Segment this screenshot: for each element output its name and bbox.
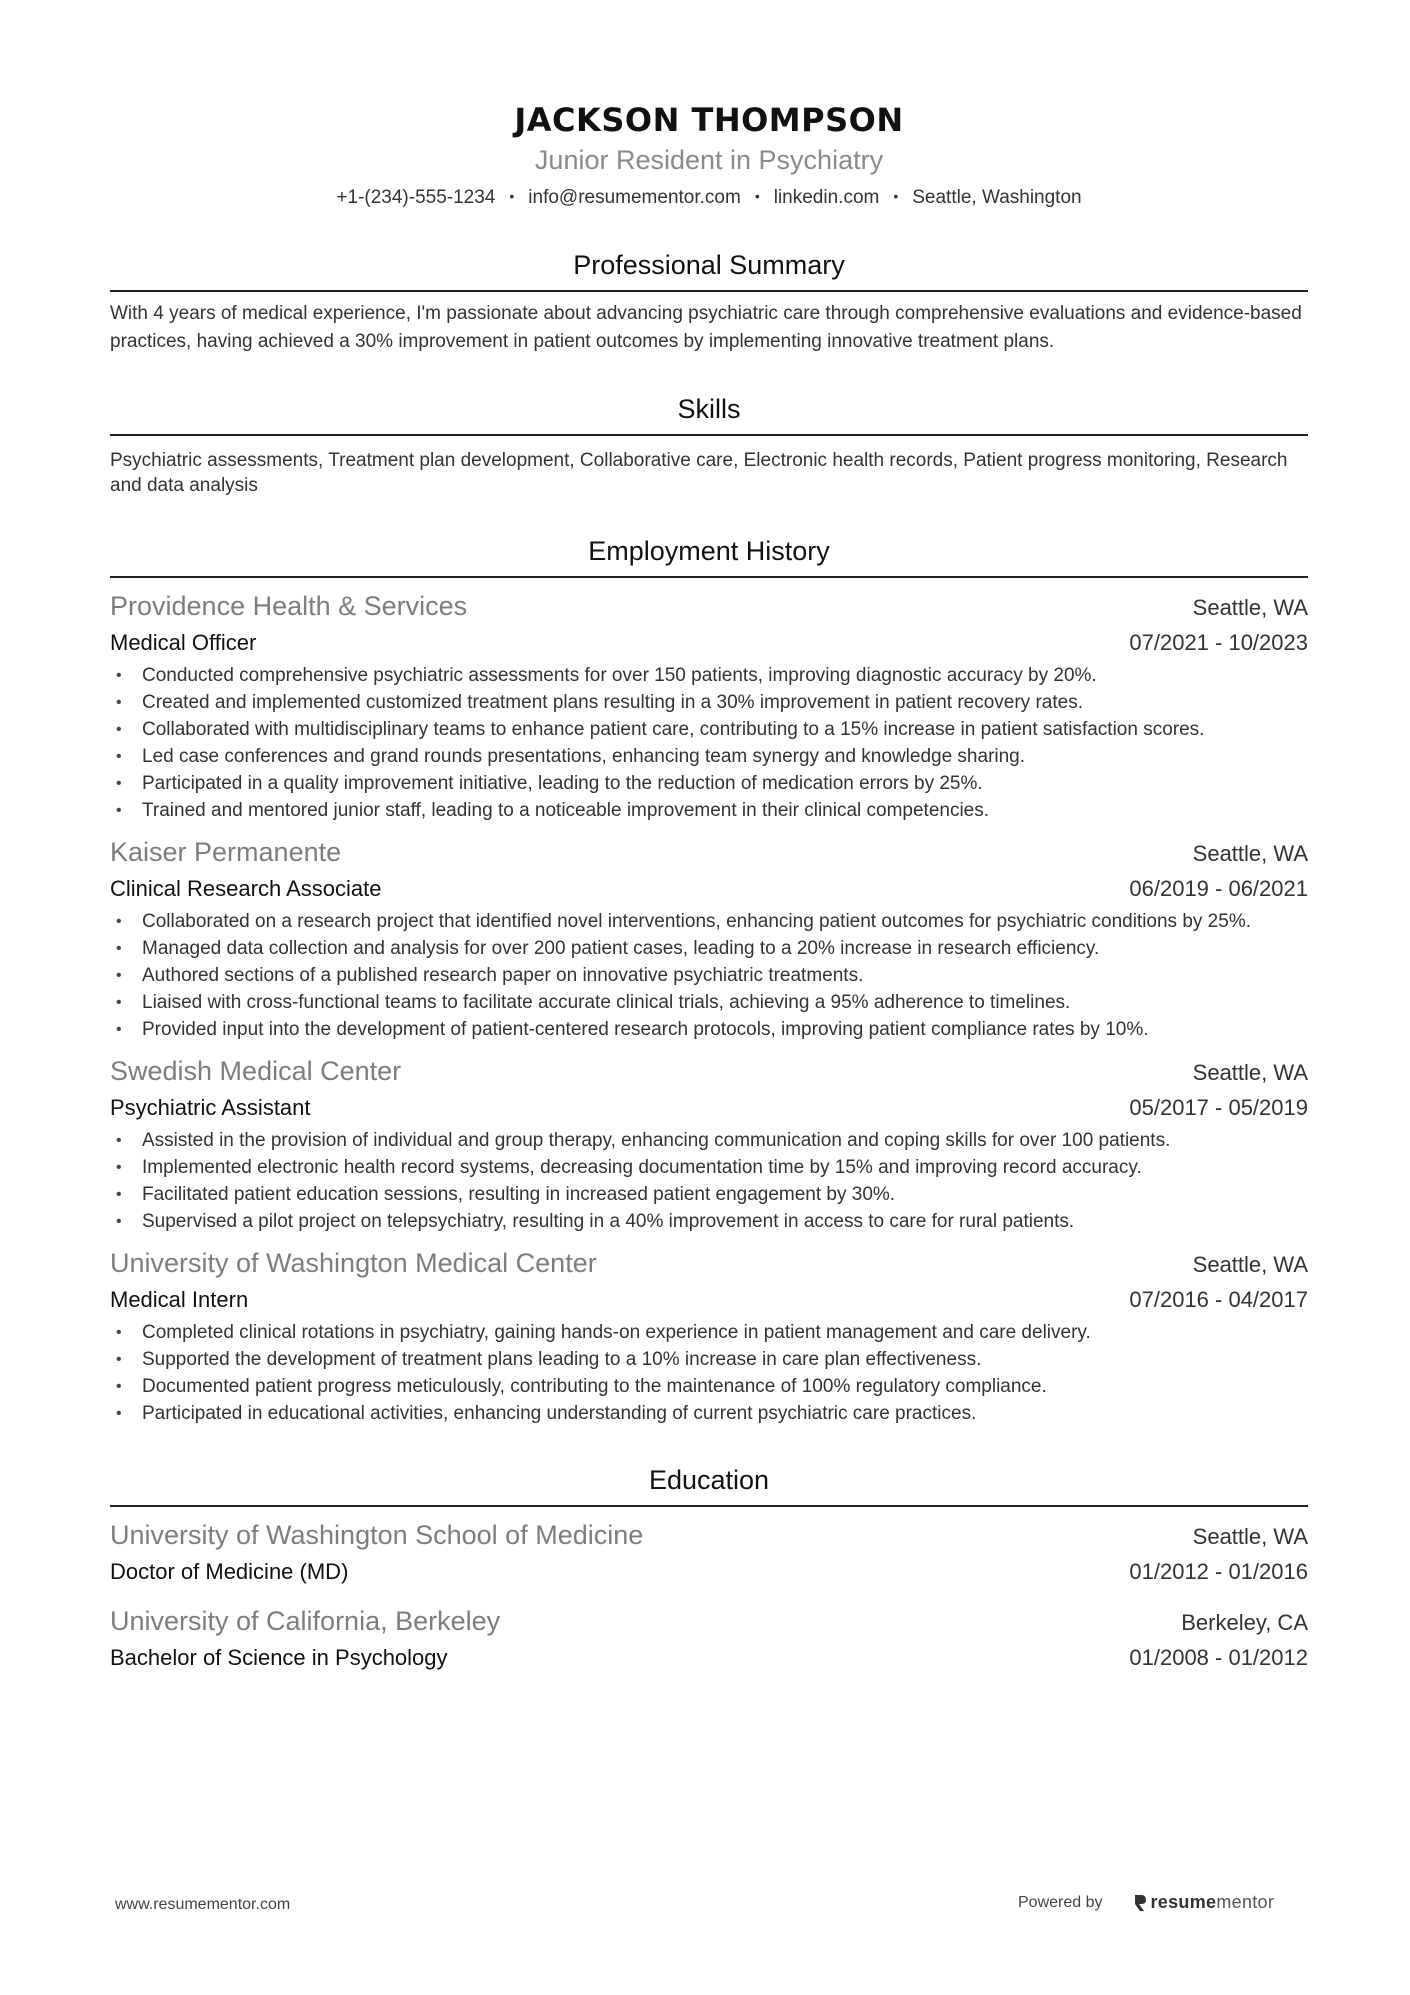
- job-company: Swedish Medical Center: [110, 1056, 402, 1086]
- contact-separator: •: [893, 188, 899, 204]
- job-bullet: • Assisted in the provision of individual and group therapy, enhancing communication and coping skills for over 100 patients.: [110, 1127, 1308, 1154]
- job-bullet: • Supported the development of treatment plans leading to a 10% increase in care plan effectiveness.: [110, 1346, 1308, 1373]
- job-role: Clinical Research Associate: [110, 876, 382, 901]
- education-heading: Education: [110, 1463, 1308, 1507]
- job-bullets: [110, 1319, 1308, 1427]
- contact-separator: •: [754, 188, 760, 204]
- education-section: [110, 1463, 1308, 1675]
- edu-school: University of California, Berkeley: [110, 1606, 501, 1636]
- education-entry: [110, 1517, 1308, 1589]
- skills-section: [110, 392, 1308, 498]
- job-bullet: • Documented patient progress meticulously, contributing to the maintenance of 100% regulatory compliance.: [110, 1373, 1308, 1400]
- job-dates: 07/2021 - 10/2023: [1129, 630, 1308, 655]
- contact-separator: •: [509, 188, 515, 204]
- job-bullet: • Collaborated with multidisciplinary teams to enhance patient care, contributing to a 15% increase in patient satisfaction scores.: [110, 716, 1308, 743]
- job-entry: [110, 588, 1308, 824]
- edu-location: Seattle, WA: [1192, 1524, 1308, 1549]
- job-entry: [110, 1053, 1308, 1235]
- job-company: Kaiser Permanente: [110, 837, 342, 867]
- job-bullet: • Participated in educational activities, enhancing understanding of current psychiatric care practices.: [110, 1400, 1308, 1427]
- edu-school: University of Washington School of Medicine: [110, 1520, 644, 1550]
- job-bullet: • Collaborated on a research project that identified novel interventions, enhancing patient outcomes for psychiatric conditions by 25%.: [110, 908, 1308, 935]
- job-company: University of Washington Medical Center: [110, 1248, 597, 1278]
- job-bullet: • Created and implemented customized treatment plans resulting in a 30% improvement in patient recovery rates.: [110, 689, 1308, 716]
- job-role: Psychiatric Assistant: [110, 1095, 311, 1120]
- job-bullets: [110, 662, 1308, 824]
- candidate-title: Junior Resident in Psychiatry: [534, 145, 884, 175]
- summary-heading: Professional Summary: [110, 248, 1308, 292]
- skills-heading: Skills: [110, 392, 1308, 436]
- job-location: Seattle, WA: [1192, 1060, 1308, 1085]
- job-entry: [110, 1245, 1308, 1427]
- edu-degree: Doctor of Medicine (MD): [110, 1559, 349, 1584]
- contact-phone: +1-(234)-555-1234: [336, 187, 496, 208]
- job-bullet: • Provided input into the development of patient-centered research protocols, improving patient compliance rates by 10%.: [110, 1016, 1308, 1043]
- job-bullet: • Implemented electronic health record systems, decreasing documentation time by 15% and improving record accuracy.: [110, 1154, 1308, 1181]
- candidate-name: JACKSON THOMPSON: [514, 101, 904, 139]
- job-dates: 07/2016 - 04/2017: [1129, 1287, 1308, 1312]
- employment-heading: Employment History: [110, 534, 1308, 578]
- skills-text: Psychiatric assessments, Treatment plan development, Collaborative care, Electronic health records, Patient progress monitoring, Research and data analysis: [110, 450, 1288, 496]
- powered-by-label: Powered by: [1018, 1893, 1103, 1911]
- job-bullet: • Liaised with cross-functional teams to facilitate accurate clinical trials, achieving a 95% adherence to timelines.: [110, 989, 1308, 1016]
- job-bullet: • Supervised a pilot project on telepsychiatry, resulting in a 40% improvement in access to care for rural patients.: [110, 1208, 1308, 1235]
- resume-page: [110, 96, 1308, 1675]
- job-role: Medical Officer: [110, 630, 257, 655]
- contact-location: Seattle, Washington: [912, 187, 1082, 208]
- footer-branding: [1018, 1892, 1274, 1913]
- job-role: Medical Intern: [110, 1287, 249, 1312]
- contact-email: info@resumementor.com: [528, 187, 741, 208]
- brand-logo-text[interactable]: [1151, 1892, 1275, 1913]
- employment-section: [110, 534, 1308, 1427]
- job-dates: 05/2017 - 05/2019: [1129, 1095, 1308, 1120]
- job-location: Seattle, WA: [1192, 1252, 1308, 1277]
- resumementor-logo-icon: [1133, 1894, 1147, 1912]
- job-bullet: • Conducted comprehensive psychiatric assessments for over 150 patients, improving diagnostic accuracy by 20%.: [110, 662, 1308, 689]
- job-bullets: [110, 1127, 1308, 1235]
- contact-line: [110, 184, 1308, 210]
- edu-dates: 01/2012 - 01/2016: [1129, 1559, 1308, 1584]
- edu-degree: Bachelor of Science in Psychology: [110, 1645, 448, 1670]
- job-bullet: • Led case conferences and grand rounds presentations, enhancing team synergy and knowledge sharing.: [110, 743, 1308, 770]
- contact-linkedin: linkedin.com: [773, 187, 880, 208]
- job-bullet: • Managed data collection and analysis for over 200 patient cases, leading to a 20% increase in research efficiency.: [110, 935, 1308, 962]
- brand-bold: resume: [1150, 1892, 1217, 1912]
- job-bullet: • Participated in a quality improvement initiative, leading to the reduction of medication errors by 25%.: [110, 770, 1308, 797]
- brand-light: mentor: [1216, 1892, 1275, 1912]
- edu-dates: 01/2008 - 01/2012: [1129, 1645, 1308, 1670]
- job-dates: 06/2019 - 06/2021: [1129, 876, 1308, 901]
- education-entry: [110, 1603, 1308, 1675]
- job-location: Seattle, WA: [1192, 841, 1308, 866]
- job-bullet: • Authored sections of a published research paper on innovative psychiatric treatments.: [110, 962, 1308, 989]
- job-location: Seattle, WA: [1192, 595, 1308, 620]
- job-company: Providence Health & Services: [110, 591, 468, 621]
- job-bullet: • Facilitated patient education sessions, resulting in increased patient engagement by 30%.: [110, 1181, 1308, 1208]
- summary-text: With 4 years of medical experience, I'm passionate about advancing psychiatric care through comprehensive evaluations and evidence-based practices, having achieved a 30% improvement in patient outcomes by implementing innovative treatment plans.: [110, 303, 1302, 352]
- summary-section: [110, 248, 1308, 356]
- job-entry: [110, 834, 1308, 1043]
- edu-location: Berkeley, CA: [1181, 1610, 1308, 1635]
- footer-website[interactable]: www.resumementor.com: [115, 1896, 291, 1913]
- job-bullet: • Trained and mentored junior staff, leading to a noticeable improvement in their clinical competencies.: [110, 797, 1308, 824]
- job-bullet: • Completed clinical rotations in psychiatry, gaining hands-on experience in patient management and care delivery.: [110, 1319, 1308, 1346]
- job-bullets: [110, 908, 1308, 1043]
